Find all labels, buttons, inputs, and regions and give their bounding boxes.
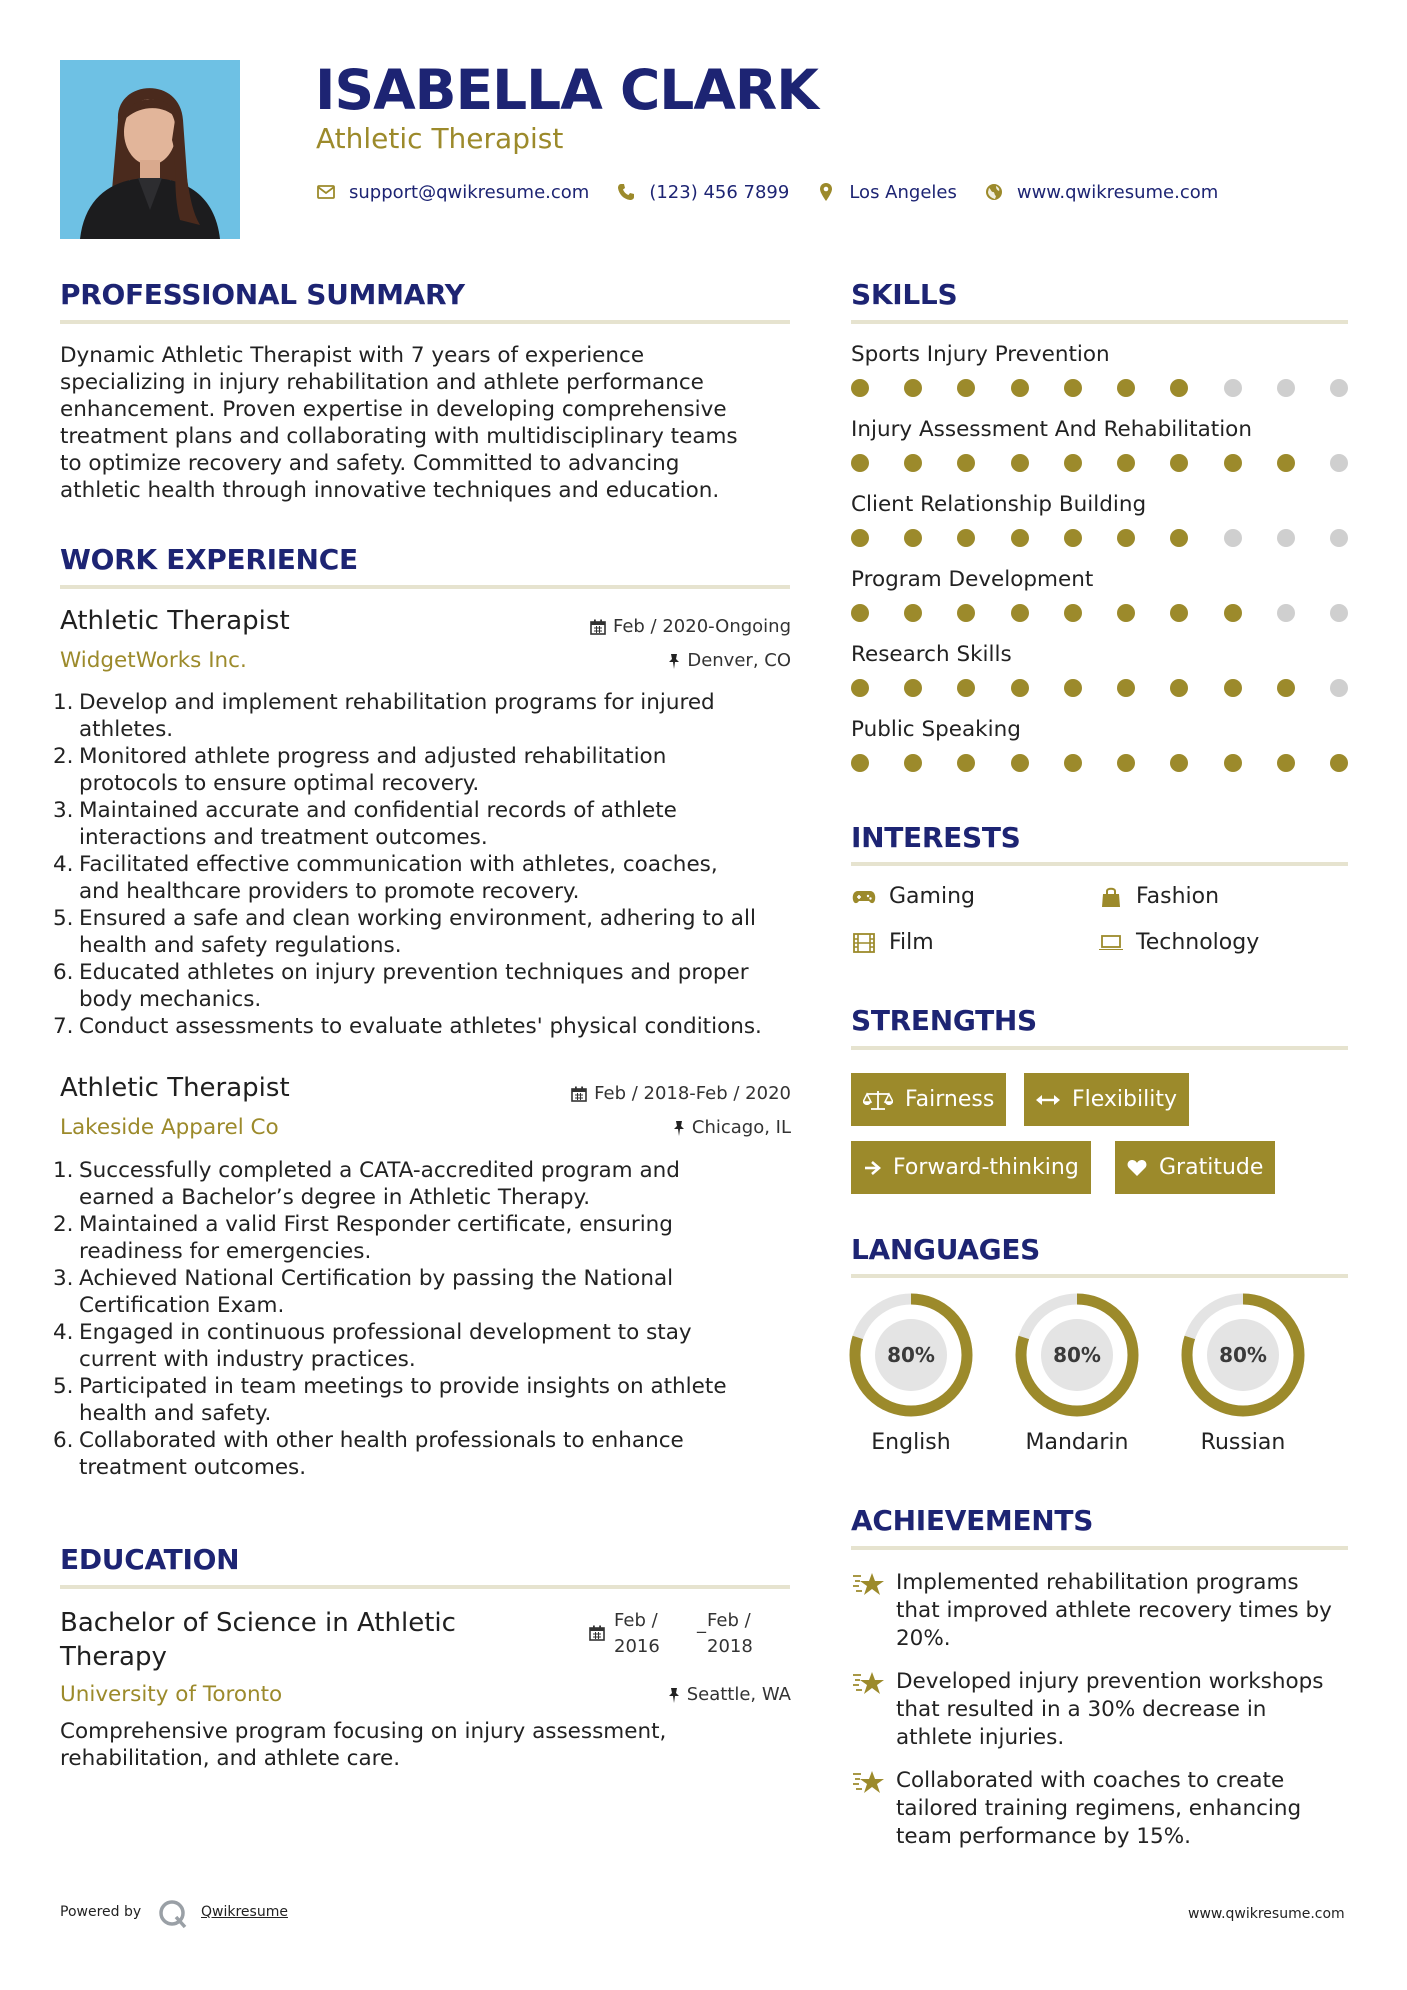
summary-line: treatment plans and collaborating with multidisciplinary teams bbox=[60, 424, 738, 449]
rating-dot-filled bbox=[1170, 754, 1188, 772]
pushpin-icon bbox=[668, 653, 680, 669]
pushpin-icon bbox=[673, 1120, 685, 1136]
shooting-star-icon bbox=[852, 1569, 896, 1653]
balance-scale-icon bbox=[863, 1089, 893, 1111]
skill-row bbox=[851, 417, 1348, 472]
list-item: 2. Maintained a valid First Responder certificate, ensuring readiness for emergencies. bbox=[53, 1212, 673, 1264]
company-name: WidgetWorks Inc. bbox=[60, 648, 247, 673]
job-bullets bbox=[53, 689, 800, 1040]
achievement-item: Implemented rehabilitation programs that improved athlete recovery times by 20%. bbox=[852, 1569, 1352, 1653]
calendar-icon bbox=[571, 1086, 587, 1102]
rating-dot-filled bbox=[1170, 604, 1188, 622]
skill-row bbox=[851, 342, 1348, 397]
achievement-item: Collaborated with coaches to create tailored training regimens, enhancing team performance by 15%. bbox=[852, 1767, 1352, 1851]
rating-dot-filled bbox=[1064, 754, 1082, 772]
rating-dot-filled bbox=[851, 604, 869, 622]
rating-dot-filled bbox=[1277, 679, 1295, 697]
footer-website[interactable]: www.qwikresume.com bbox=[1188, 1906, 1345, 1922]
shooting-star-icon bbox=[852, 1668, 896, 1752]
list-item: 4. Engaged in continuous professional development to stay current with industry practices. bbox=[53, 1320, 692, 1372]
job-location-text: Denver, CO bbox=[687, 650, 791, 671]
list-item: 7. Conduct assessments to evaluate athletes' physical conditions. bbox=[53, 1014, 762, 1039]
rating-dot-filled bbox=[1277, 754, 1295, 772]
language-percent: 80% bbox=[1219, 1343, 1267, 1367]
candidate-name: ISABELLA CLARK bbox=[315, 58, 818, 122]
shopping-bag-icon bbox=[1098, 885, 1124, 909]
school-name: University of Toronto bbox=[60, 1682, 283, 1707]
list-item: 1. Successfully completed a CATA-accredited program and earned a Bachelor’s degree in Athletic Therapy. bbox=[53, 1158, 680, 1210]
summary-line: athletic health through innovative techniques and education. bbox=[60, 478, 720, 503]
strength-badge: Gratitude bbox=[1115, 1141, 1275, 1194]
date-separator: _ bbox=[697, 1613, 706, 1634]
list-item: 3. Achieved National Certification by passing the National Certification Exam. bbox=[53, 1266, 674, 1318]
list-item: 6. Educated athletes on injury prevention techniques and proper body mechanics. bbox=[53, 960, 749, 1012]
strength-badge: Forward-thinking bbox=[851, 1141, 1091, 1194]
rating-dot-filled bbox=[904, 379, 922, 397]
rating-dot-empty bbox=[1330, 379, 1348, 397]
job-date bbox=[480, 1083, 791, 1104]
rating-dot-filled bbox=[1011, 529, 1029, 547]
rating-dot-filled bbox=[1011, 379, 1029, 397]
envelope-icon bbox=[315, 181, 337, 203]
education-divider bbox=[60, 1585, 790, 1589]
rating-dot-filled bbox=[851, 679, 869, 697]
globe-icon bbox=[983, 181, 1005, 203]
job-date bbox=[480, 616, 791, 637]
skill-rating bbox=[851, 454, 1348, 472]
profile-photo bbox=[60, 60, 240, 239]
rating-dot-filled bbox=[1224, 454, 1242, 472]
languages-divider bbox=[851, 1274, 1348, 1278]
skill-rating bbox=[851, 379, 1348, 397]
interests-divider bbox=[851, 862, 1348, 866]
language-ring bbox=[1015, 1293, 1139, 1421]
education-end-date: Feb / 2018 bbox=[707, 1610, 753, 1657]
company-name: Lakeside Apparel Co bbox=[60, 1115, 279, 1140]
rating-dot-filled bbox=[1117, 754, 1135, 772]
rating-dot-filled bbox=[851, 754, 869, 772]
skill-rating bbox=[851, 529, 1348, 547]
rating-dot-empty bbox=[1330, 529, 1348, 547]
list-item: 1. Develop and implement rehabilitation programs for injured athletes. bbox=[53, 690, 715, 742]
summary-text bbox=[60, 342, 800, 504]
language-name: Russian bbox=[1200, 1430, 1286, 1455]
rating-dot-filled bbox=[1224, 754, 1242, 772]
interest-item: Technology bbox=[1098, 930, 1259, 955]
rating-dot-filled bbox=[851, 454, 869, 472]
pushpin-icon bbox=[668, 1687, 680, 1703]
rating-dot-filled bbox=[1117, 604, 1135, 622]
contact-location: Los Angeles bbox=[849, 181, 957, 203]
rating-dot-filled bbox=[1330, 754, 1348, 772]
language-progress-ring bbox=[1181, 1293, 1305, 1417]
rating-dot-filled bbox=[957, 679, 975, 697]
rating-dot-filled bbox=[1064, 604, 1082, 622]
language-percent: 80% bbox=[887, 1343, 935, 1367]
rating-dot-empty bbox=[1224, 529, 1242, 547]
rating-dot-filled bbox=[1011, 754, 1029, 772]
skill-row bbox=[851, 492, 1348, 547]
rating-dot-filled bbox=[1277, 454, 1295, 472]
job-title: Athletic Therapist bbox=[60, 606, 290, 636]
rating-dot-filled bbox=[1117, 454, 1135, 472]
strengths-heading: STRENGTHS bbox=[851, 1004, 1037, 1037]
rating-dot-filled bbox=[1064, 529, 1082, 547]
job-date-text: Feb / 2018-Feb / 2020 bbox=[594, 1083, 791, 1104]
summary-line: specializing in injury rehabilitation and athlete performance bbox=[60, 370, 704, 395]
list-item: 5. Ensured a safe and clean working environment, adhering to all health and safety regulations. bbox=[53, 906, 756, 958]
summary-heading: PROFESSIONAL SUMMARY bbox=[60, 278, 465, 311]
skill-row bbox=[851, 567, 1348, 622]
rating-dot-filled bbox=[957, 529, 975, 547]
skill-name: Program Development bbox=[851, 567, 1094, 592]
interest-item: Gaming bbox=[851, 884, 975, 909]
rating-dot-filled bbox=[904, 529, 922, 547]
education-start-date: Feb / 2016 bbox=[614, 1610, 660, 1657]
rating-dot-filled bbox=[851, 529, 869, 547]
skill-name: Sports Injury Prevention bbox=[851, 342, 1110, 367]
contact-website[interactable]: www.qwikresume.com bbox=[1016, 181, 1219, 203]
rating-dot-filled bbox=[904, 754, 922, 772]
rating-dot-empty bbox=[1330, 604, 1348, 622]
rating-dot-filled bbox=[1224, 604, 1242, 622]
laptop-icon bbox=[1098, 931, 1124, 955]
job-location-text: Chicago, IL bbox=[691, 1117, 791, 1138]
brand-link[interactable]: Qwikresume bbox=[201, 1904, 288, 1920]
skill-rating bbox=[851, 679, 1348, 697]
skill-row bbox=[851, 642, 1348, 697]
arrows-horizontal-icon bbox=[1036, 1093, 1060, 1107]
rating-dot-filled bbox=[1170, 454, 1188, 472]
list-item: 2. Monitored athlete progress and adjusted rehabilitation protocols to ensure optimal recovery. bbox=[53, 744, 667, 796]
job-location bbox=[480, 1117, 791, 1138]
map-marker-icon bbox=[815, 181, 837, 203]
list-item: 3. Maintained accurate and confidential records of athlete interactions and treatment outcomes. bbox=[53, 798, 677, 850]
job-title: Athletic Therapist bbox=[60, 1073, 290, 1103]
contact-email[interactable]: support@qwikresume.com bbox=[349, 181, 590, 203]
achievements-heading: ACHIEVEMENTS bbox=[851, 1504, 1094, 1537]
rating-dot-filled bbox=[904, 679, 922, 697]
rating-dot-filled bbox=[1011, 604, 1029, 622]
degree-name: Bachelor of Science in Athletic Therapy bbox=[60, 1608, 456, 1672]
experience-heading: WORK EXPERIENCE bbox=[60, 543, 358, 576]
powered-by-label: Powered by bbox=[60, 1904, 142, 1920]
contact-bar bbox=[315, 179, 1244, 205]
rating-dot-filled bbox=[1064, 379, 1082, 397]
qwikresume-logo-icon bbox=[158, 1899, 188, 1933]
language-percent: 80% bbox=[1053, 1343, 1101, 1367]
strength-badge: Fairness bbox=[851, 1073, 1006, 1126]
rating-dot-filled bbox=[1064, 454, 1082, 472]
rating-dot-filled bbox=[1224, 679, 1242, 697]
rating-dot-filled bbox=[1170, 679, 1188, 697]
job-date-text: Feb / 2020-Ongoing bbox=[612, 616, 791, 637]
languages-heading: LANGUAGES bbox=[851, 1233, 1041, 1266]
rating-dot-filled bbox=[904, 604, 922, 622]
skill-name: Public Speaking bbox=[851, 717, 1021, 742]
rating-dot-empty bbox=[1330, 454, 1348, 472]
achievement-item: Developed injury prevention workshops that resulted in a 30% decrease in athlete injuries. bbox=[852, 1668, 1352, 1752]
achievements-divider bbox=[851, 1546, 1348, 1550]
summary-line: enhancement. Proven expertise in developing comprehensive bbox=[60, 397, 727, 422]
list-item: 6. Collaborated with other health professionals to enhance treatment outcomes. bbox=[53, 1428, 684, 1480]
summary-divider bbox=[60, 320, 790, 324]
skill-row bbox=[851, 717, 1348, 772]
skill-rating bbox=[851, 754, 1348, 772]
education-description: Comprehensive program focusing on injury assessment, rehabilitation, and athlete care. bbox=[60, 1719, 667, 1771]
language-ring bbox=[849, 1293, 973, 1421]
shooting-star-icon bbox=[852, 1767, 896, 1851]
skills-divider bbox=[851, 320, 1348, 324]
rating-dot-empty bbox=[1277, 604, 1295, 622]
rating-dot-filled bbox=[1170, 379, 1188, 397]
education-location: Seattle, WA bbox=[480, 1684, 791, 1705]
language-name: English bbox=[871, 1430, 951, 1455]
rating-dot-filled bbox=[957, 604, 975, 622]
rating-dot-filled bbox=[957, 754, 975, 772]
interests-heading: INTERESTS bbox=[851, 821, 1021, 854]
list-item: 4. Facilitated effective communication with athletes, coaches, and healthcare providers to promote recovery. bbox=[53, 852, 718, 904]
person-portrait-icon bbox=[60, 60, 240, 239]
interest-item: Fashion bbox=[1098, 884, 1219, 909]
language-progress-ring bbox=[1015, 1293, 1139, 1417]
education-heading: EDUCATION bbox=[60, 1543, 240, 1576]
rating-dot-filled bbox=[851, 379, 869, 397]
heart-icon bbox=[1127, 1159, 1147, 1177]
job-bullets bbox=[53, 1157, 800, 1481]
summary-line: to optimize recovery and safety. Committed to advancing bbox=[60, 451, 680, 476]
rating-dot-filled bbox=[957, 379, 975, 397]
candidate-title: Athletic Therapist bbox=[316, 122, 564, 155]
rating-dot-filled bbox=[1117, 529, 1135, 547]
language-progress-ring bbox=[849, 1293, 973, 1417]
rating-dot-filled bbox=[1011, 454, 1029, 472]
rating-dot-empty bbox=[1330, 679, 1348, 697]
calendar-icon bbox=[590, 619, 606, 635]
strength-badge: Flexibility bbox=[1024, 1073, 1189, 1126]
summary-line: Dynamic Athletic Therapist with 7 years of experience bbox=[60, 343, 645, 368]
strengths-divider bbox=[851, 1046, 1348, 1050]
skill-name: Client Relationship Building bbox=[851, 492, 1147, 517]
job-location bbox=[480, 650, 791, 671]
contact-phone[interactable]: (123) 456 7899 bbox=[649, 181, 790, 203]
rating-dot-filled bbox=[904, 454, 922, 472]
experience-divider bbox=[60, 585, 790, 589]
rating-dot-filled bbox=[1064, 679, 1082, 697]
rating-dot-empty bbox=[1277, 379, 1295, 397]
rating-dot-empty bbox=[1277, 529, 1295, 547]
phone-icon bbox=[615, 181, 637, 203]
skill-rating bbox=[851, 604, 1348, 622]
gamepad-icon bbox=[851, 885, 877, 909]
skill-name: Research Skills bbox=[851, 642, 1012, 667]
film-icon bbox=[851, 931, 877, 955]
arrow-right-icon bbox=[863, 1159, 881, 1177]
rating-dot-filled bbox=[1011, 679, 1029, 697]
rating-dot-filled bbox=[1170, 529, 1188, 547]
rating-dot-filled bbox=[1117, 379, 1135, 397]
skills-heading: SKILLS bbox=[851, 278, 958, 311]
language-name: Mandarin bbox=[1025, 1430, 1129, 1455]
list-item: 5. Participated in team meetings to provide insights on athlete health and safety. bbox=[53, 1374, 727, 1426]
language-ring bbox=[1181, 1293, 1305, 1421]
skill-name: Injury Assessment And Rehabilitation bbox=[851, 417, 1252, 442]
calendar-icon bbox=[589, 1625, 605, 1645]
interest-item: Film bbox=[851, 930, 934, 955]
rating-dot-empty bbox=[1224, 379, 1242, 397]
rating-dot-filled bbox=[957, 454, 975, 472]
rating-dot-filled bbox=[1117, 679, 1135, 697]
